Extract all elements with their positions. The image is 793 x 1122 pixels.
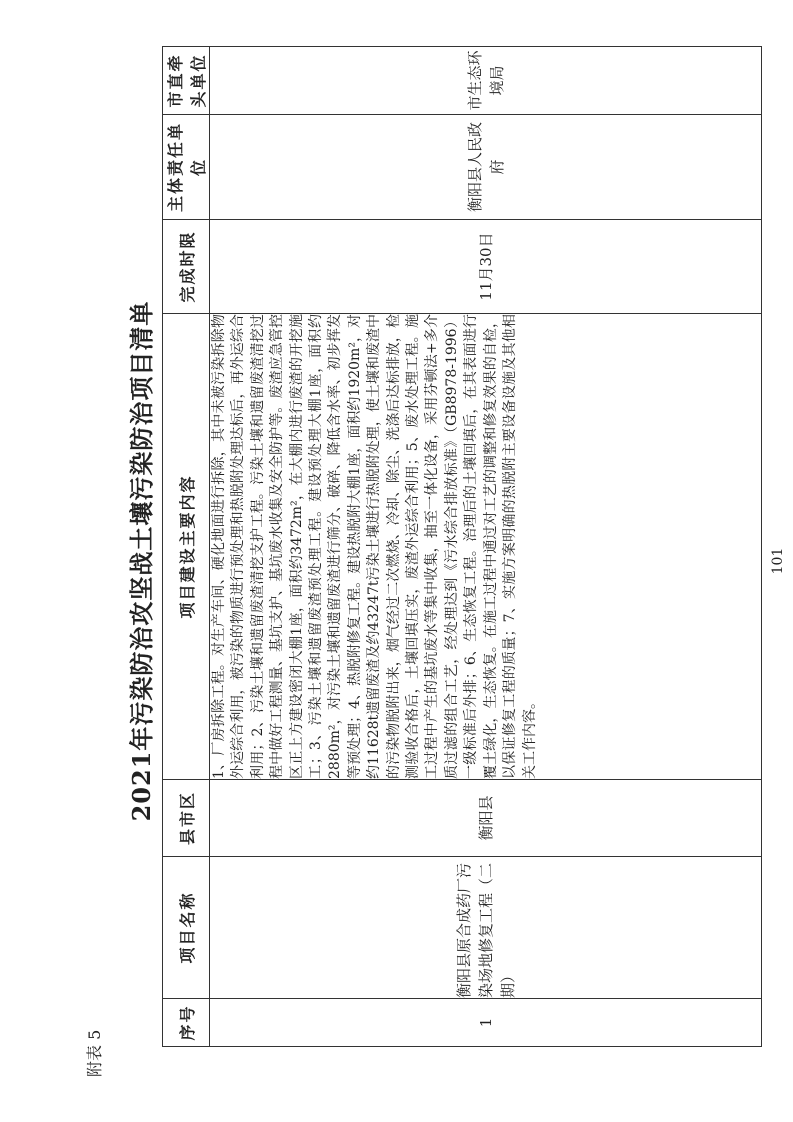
header-lead: 市直牵头单位 [163, 47, 210, 115]
row-deadline: 11月30日 [210, 220, 762, 314]
row-content: 1、厂房拆除工程。对生产车间、硬化地面进行拆除，其中未被污染拆除物外运综合利用，被污染的物质进行预处理和热脱附处理达标后，再外运综合利用；2、污染土壤和遗留废渣清挖支护工程。污染土壤和遗留废渣清挖过程中做好工程测量、基坑支护、基坑废水收集及安全防护等。废渣应急管控区正上方建设密闭大棚1座，面积约3472m²，在大棚内进行废渣的开挖施工；3、污染土壤和遗留废渣预处理工程。建设预处理大棚1座，面积约2880m²，对污染土壤和遗留废渣进行筛分、破碎、降低含水率、初步挥发等预处理；4、热脱附修复工程。建设热脱附大棚1座，面积约1920m²，对约11628t遗留废渣及约43247t污染土壤进行热脱附处理，使土壤和废渣中的污染物脱附出来，烟气经过二次燃烧、冷却、除尘、洗涤后达标排放，检测验收合格后，土壤回填压实，废渣外运综合利用；5、废水处理工程。施工过程中产生的基坑废水等集中收集，抽至一体化设备，采用芬顿法+多介质过滤的组合工艺，经处理达到《污水综合排放标准》（GB8978-1996）一级标准后外排；6、生态恢复工程。治理后的土壤回填后，在其表面进行覆土绿化，生态恢复。在施工过程中通过对工艺的调整和修复效果的自检，以保证修复工程的质量；7、实施方案明确的热脱附主要设备设施及其他相关工作内容。 [210, 314, 762, 780]
row-responsible: 衡阳县人民政府 [210, 115, 762, 220]
header-content: 项目建设主要内容 [163, 314, 210, 780]
header-responsible: 主体责任单位 [163, 115, 210, 220]
header-county: 县市区 [163, 780, 210, 857]
table-row [210, 47, 762, 1047]
page-number: 101 [770, 547, 786, 575]
header-deadline: 完成时限 [163, 220, 210, 314]
row-project-name: 衡阳县原合成药厂污染场地修复工程（二期） [210, 857, 762, 999]
page-title: 2021年污染防治攻坚战土壤污染防治项目清单 [127, 300, 156, 822]
row-county: 衡阳县 [210, 780, 762, 857]
project-table [162, 46, 762, 1047]
table-header-row [163, 47, 210, 1047]
header-no: 序号 [163, 999, 210, 1047]
header-name: 项目名称 [163, 857, 210, 999]
row-lead: 市生态环境局 [210, 47, 762, 115]
appendix-label: 附表 5 [85, 1029, 104, 1077]
row-no: 1 [210, 999, 762, 1047]
